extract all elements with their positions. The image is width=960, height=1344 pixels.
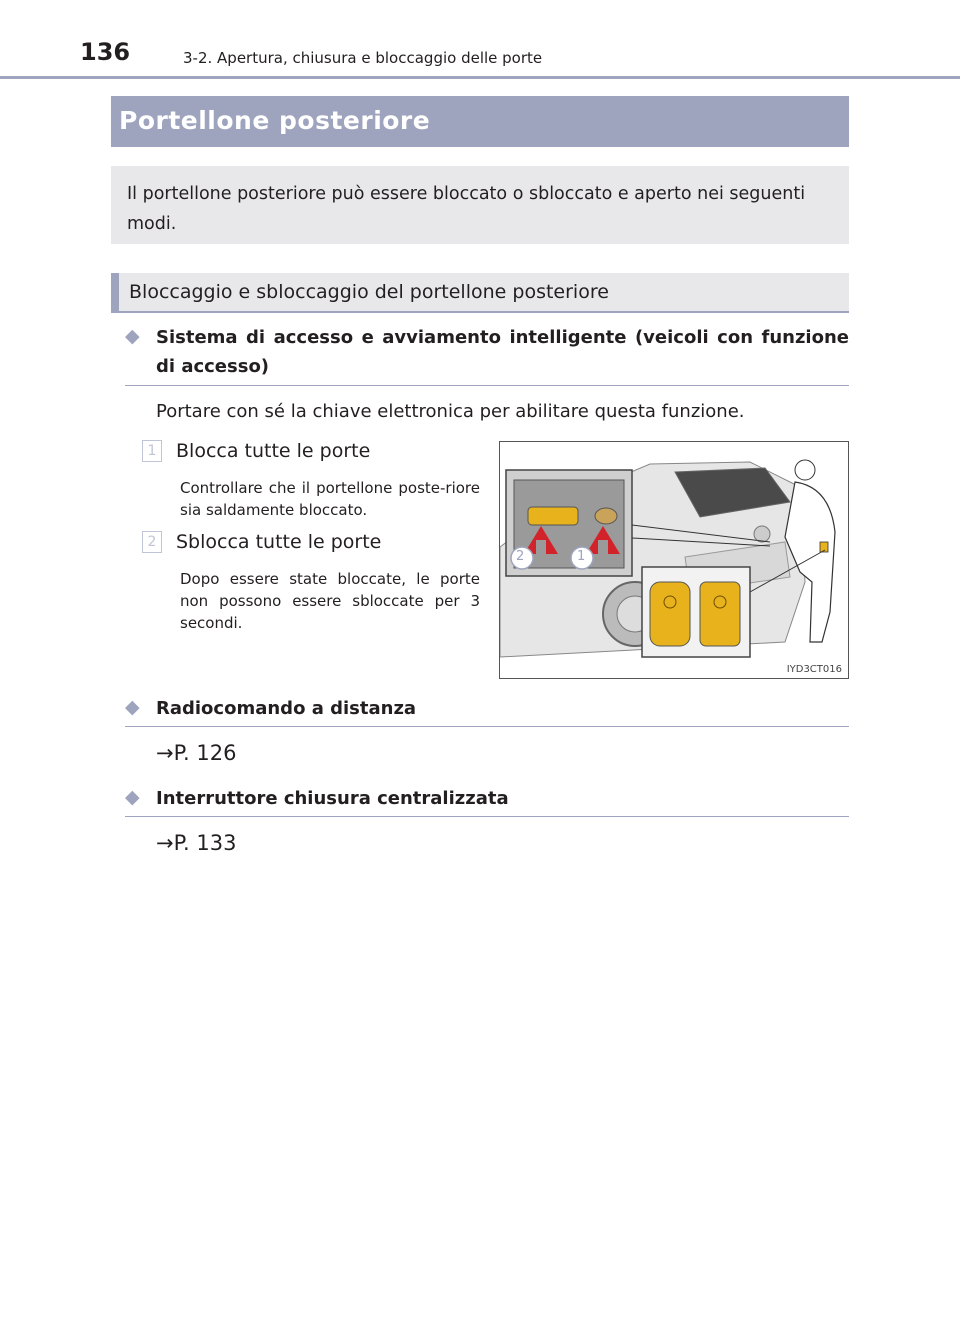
figure-code: IYD3CT016 xyxy=(786,664,842,675)
tailgate-illustration xyxy=(499,441,849,679)
remote-page-ref[interactable] xyxy=(156,741,236,765)
step-label: Sblocca tutte le porte xyxy=(176,531,382,553)
step-number-badge: 2 xyxy=(142,531,162,553)
smart-access-title: Sistema di accesso e avviamento intelligente (veicoli con funzione di accesso) xyxy=(156,327,849,377)
page-ref-text: P. 126 xyxy=(173,741,237,765)
smart-access-heading xyxy=(125,323,849,381)
step-label: Blocca tutte le porte xyxy=(176,440,371,462)
diamond-icon: ◆ xyxy=(125,786,140,808)
remote-heading xyxy=(125,694,849,723)
central-switch-title: Interruttore chiusura centralizzata xyxy=(156,788,509,809)
remote-title: Radiocomando a distanza xyxy=(156,698,417,719)
section-title: Portellone posteriore xyxy=(119,106,431,135)
header-divider xyxy=(0,76,960,79)
step-1 xyxy=(142,440,370,462)
subsection-title: Bloccaggio e sbloccaggio del portellone posteriore xyxy=(129,281,609,303)
arrow-icon: → xyxy=(156,831,174,855)
intro-text: Il portellone posteriore può essere bloccato o sbloccato e aperto nei seguenti modi. xyxy=(127,184,806,234)
central-switch-page-ref[interactable] xyxy=(156,831,236,855)
central-switch-heading xyxy=(125,784,849,813)
subsection-accent xyxy=(111,273,119,313)
smart-access-description: Portare con sé la chiave elettronica per abilitare questa funzione. xyxy=(156,401,745,422)
step-number-badge: 1 xyxy=(142,440,162,462)
diamond-icon: ◆ xyxy=(125,325,140,347)
subsection-title-bar xyxy=(111,273,849,313)
heading-divider xyxy=(125,816,849,817)
callout-2: 2 xyxy=(516,549,525,564)
heading-divider xyxy=(125,385,849,386)
step-2-note: Dopo essere state bloccate, le porte non possono essere sbloccate per 3 secondi. xyxy=(180,570,480,632)
callout-1: 1 xyxy=(577,549,586,564)
arrow-icon: → xyxy=(156,741,174,765)
page-number: 136 xyxy=(80,38,131,66)
chapter-title: 3-2. Apertura, chiusura e bloccaggio delle porte xyxy=(183,49,543,67)
page-ref-text: P. 133 xyxy=(173,831,237,855)
section-title-bar xyxy=(111,96,849,147)
heading-divider xyxy=(125,726,849,727)
diamond-icon: ◆ xyxy=(125,696,140,718)
step-2 xyxy=(142,531,381,553)
step-1-note: Controllare che il portellone poste-riore sia saldamente bloccato. xyxy=(180,479,480,519)
intro-box xyxy=(111,166,849,244)
car-rear-illustration xyxy=(500,442,848,678)
